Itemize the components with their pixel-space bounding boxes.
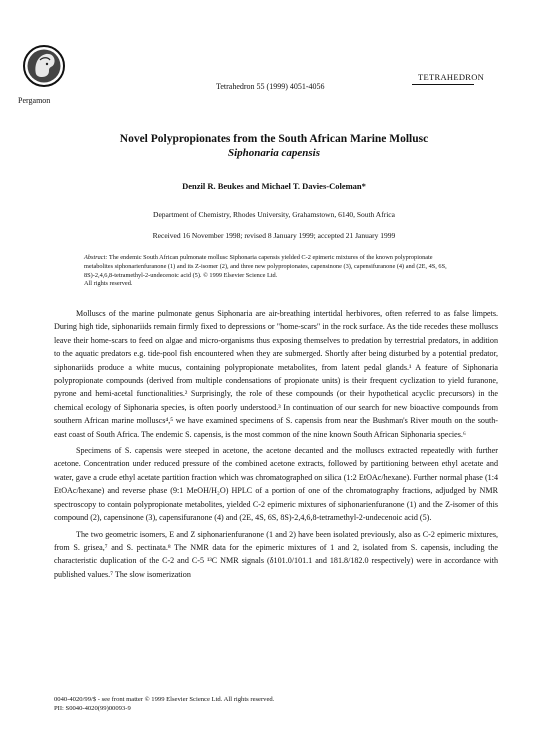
article-title: Novel Polypropionates from the South African Marine Mollusc <box>119 133 429 145</box>
author-list: Denzil R. Beukes and Michael T. Davies-Coleman* <box>182 181 366 191</box>
body-paragraph-2: Specimens of S. capensis were steeped in acetone, the acetone decanted and the molluscs extracted repeatedly with further acetone. Concentration under reduced pressure of the combined acetone extracts, followed by partitioning between ethyl acetate and water, gave a crude ethyl acetate partition fraction which was chromatographed on silica (1:2 EtOAc/hexane). Further normal phase (1:4 EtOAc/hexane) and reverse phase (9:1 MeOH/H₂O) HPLC of a portion of one of the chromatography fractions, adjudged by NMR spectroscopy to contain polypropionate metabolites, yielded C-2 epimeric mixtures of siphonarienfuranone (1) and the Z-isomer of this compound (2), capensinone (3), capensifuranone (4) and (2E, 4S, 6S, 8S)-2,4,6,8-tetramethyl-2-undecenoic acid (5). <box>54 446 498 523</box>
article-subtitle: Siphonaria capensis <box>228 147 320 159</box>
submission-dates: Received 16 November 1998; revised 8 January 1999; accepted 21 January 1999 <box>152 231 396 240</box>
pii-line: PII: S0040-4020(99)00093-9 <box>54 705 131 712</box>
journal-citation: Tetrahedron 55 (1999) 4051-4056 <box>216 82 325 91</box>
article-body <box>54 307 498 581</box>
abstract-text: The endemic South African pulmonate mollusc Siphonaria capensis yielded C-2 epimeric mixtures of the known polypropionate metabolites siphonarienfuranone (1) and its Z-isomer (2), and three new polypropionates, capensinone (3), capensifuranone (4) and (2E, 4S, 6S, 8S)-2,4,6,8-tetramethyl-2-undecenoic acid (5). © 1999 Elsevier Science Ltd. <box>84 254 447 279</box>
abstract-block <box>84 254 462 289</box>
publisher-name: Pergamon <box>18 96 51 105</box>
body-paragraph-3: The two geometric isomers, E and Z siphonarienfuranone (1 and 2) have been isolated previously, also as C-2 epimeric mixtures, from S. grisea,⁷ and S. pectinata.⁸ The NMR data for the epimeric mixtures of 1 and 2, isolated from S. capensis, including the characteristic duplication of the C-2 and C-5 ¹³C NMR signals (δ101.0/101.1 and 181.8/182.0 respectively) were in accordance with published values.⁷ The slow isomerization <box>54 529 498 579</box>
copyright-line: 0040-4020/99/$ - see front matter © 1999 Elsevier Science Ltd. All rights reserved. <box>54 696 275 703</box>
page-footer <box>54 695 274 713</box>
body-paragraph-1: Molluscs of the marine pulmonate genus Siphonaria are air-breathing intertidal herbivores, often referred to as false limpets. During high tide, siphonariids remain firmly fixed to depressions or "home-scars" in the rock surface. As the tide recedes these molluscs leave their home-scars to feed on algae and micro-organisms thus exposing themselves to predation by terrestrial predators, in addition to the aquatic predators e.g. tide-pool fish encountered when they are submerged. Shortly after being disturbed by a potential predator, siphonariids produce a white mucus, containing polypropionate metabolites, from latent pedal glands.¹ A feature of Siphonaria polypropionate compounds (derived from multiple condensations of propionate units) is their frequent cyclization to yield furanone, pyrone and hemi-acetal functionalities.² Surprisingly, the role of these compounds (or their hypothetical acyclic precursors) in the chemical ecology of Siphonaria species, is often poorly understood.³ In continuation of our search for new bioactive compounds from southern African marine molluscs⁴,⁵ we have examined specimens of S. capensis from near the Bushman's River mouth on the south-east coast of South Africa. The endemic S. capensis, is the most common of the nine known South African Siphonaria species.⁶ <box>54 309 498 439</box>
publisher-logo-emblem <box>22 44 66 96</box>
journal-name: TETRAHEDRON <box>418 72 485 82</box>
journal-name-rule <box>412 84 474 85</box>
abstract-rights: All rights reserved. <box>84 280 133 288</box>
abstract-label: Abstract: <box>84 254 108 261</box>
author-affiliation: Department of Chemistry, Rhodes University, Grahamstown, 6140, South Africa <box>153 210 395 219</box>
